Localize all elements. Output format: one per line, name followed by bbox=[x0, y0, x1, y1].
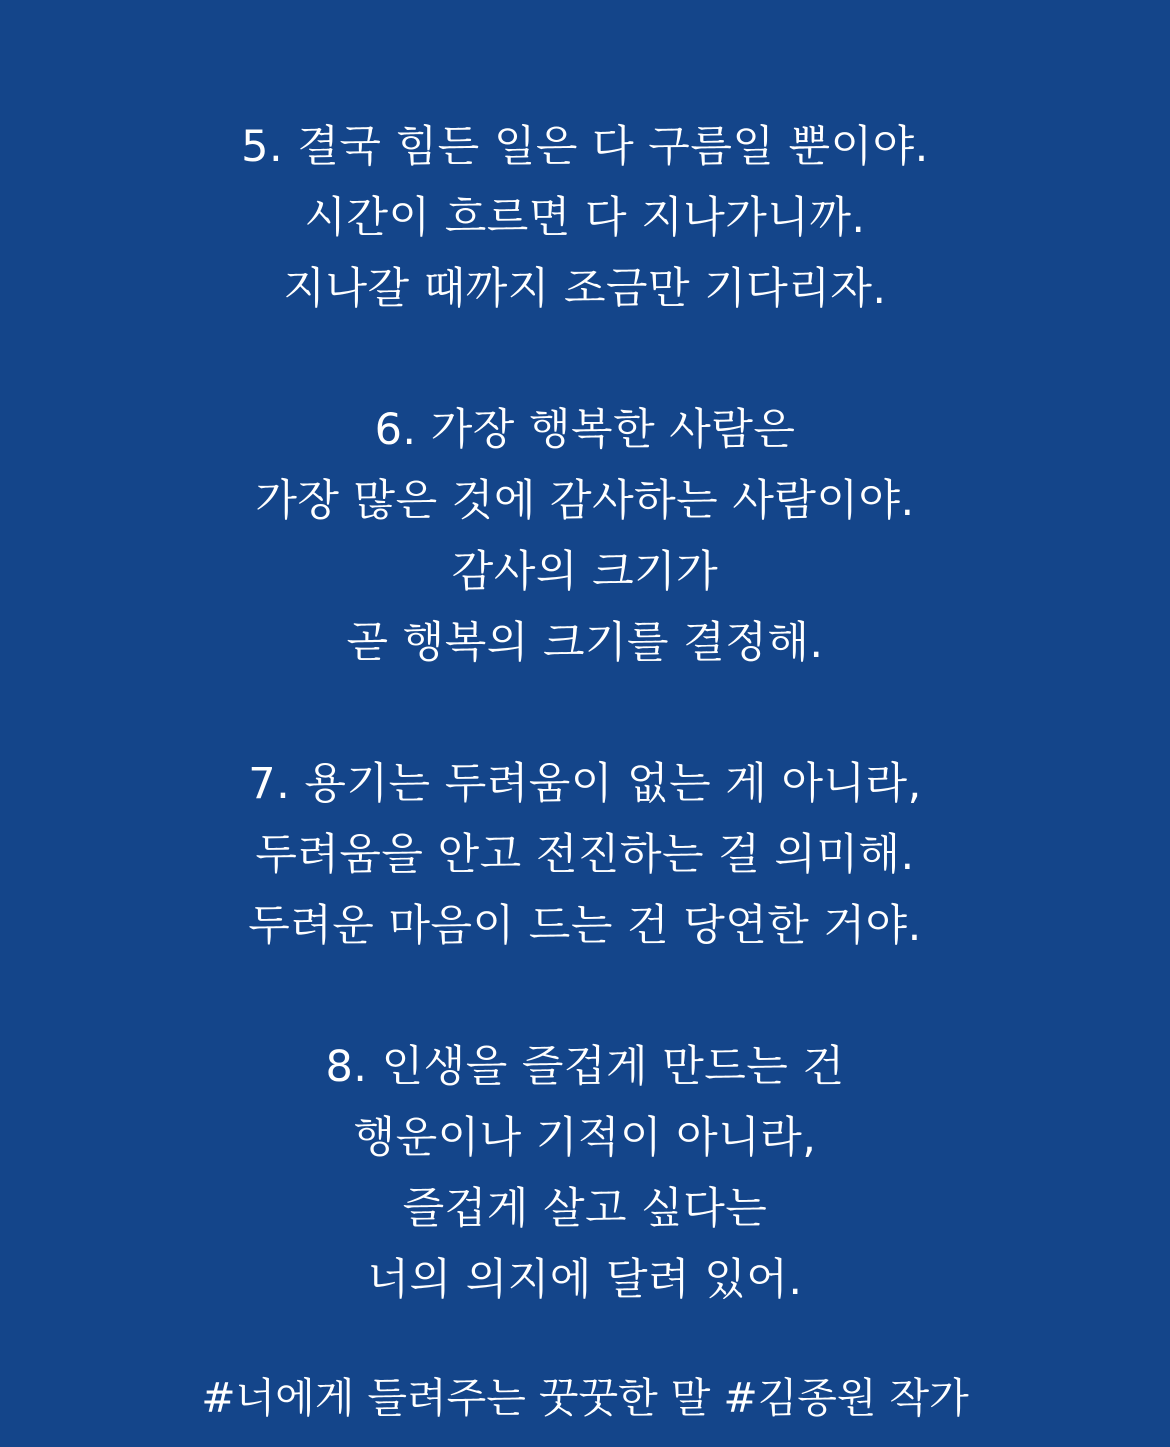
quote-line: 너의 의지에 달려 있어. bbox=[367, 1255, 803, 1305]
hashtag-caption: #너에게 들려주는 꿋꿋한 말 #김종원 작가 bbox=[201, 1374, 969, 1422]
quote-line: 행운이나 기적이 아니라, bbox=[353, 1113, 817, 1163]
quote-line: 8. 인생을 즐겁게 만드는 건 bbox=[325, 1042, 845, 1092]
quote-7 bbox=[0, 749, 1170, 962]
quote-8 bbox=[0, 1032, 1170, 1316]
quote-line: 시간이 흐르면 다 지나가니까. bbox=[304, 193, 866, 243]
quote-line: 두려움을 안고 전진하는 걸 의미해. bbox=[255, 830, 915, 880]
quote-line: 가장 많은 것에 감사하는 사람이야. bbox=[255, 476, 915, 526]
quote-line: 감사의 크기가 bbox=[451, 547, 719, 597]
quote-line: 5. 결국 힘든 일은 다 구름일 뿐이야. bbox=[241, 122, 929, 172]
quote-line: 두려운 마음이 드는 건 당연한 거야. bbox=[248, 901, 922, 951]
quote-6 bbox=[0, 395, 1170, 679]
quote-line: 곧 행복의 크기를 결정해. bbox=[346, 618, 824, 668]
quote-line: 즐겁게 살고 싶다는 bbox=[402, 1184, 768, 1234]
quote-line: 지나갈 때까지 조금만 기다리자. bbox=[283, 264, 887, 314]
quote-5 bbox=[0, 112, 1170, 325]
quote-line: 7. 용기는 두려움이 없는 게 아니라, bbox=[248, 759, 922, 809]
quote-line: 6. 가장 행복한 사람은 bbox=[374, 405, 796, 455]
quote-list bbox=[0, 112, 1170, 1386]
